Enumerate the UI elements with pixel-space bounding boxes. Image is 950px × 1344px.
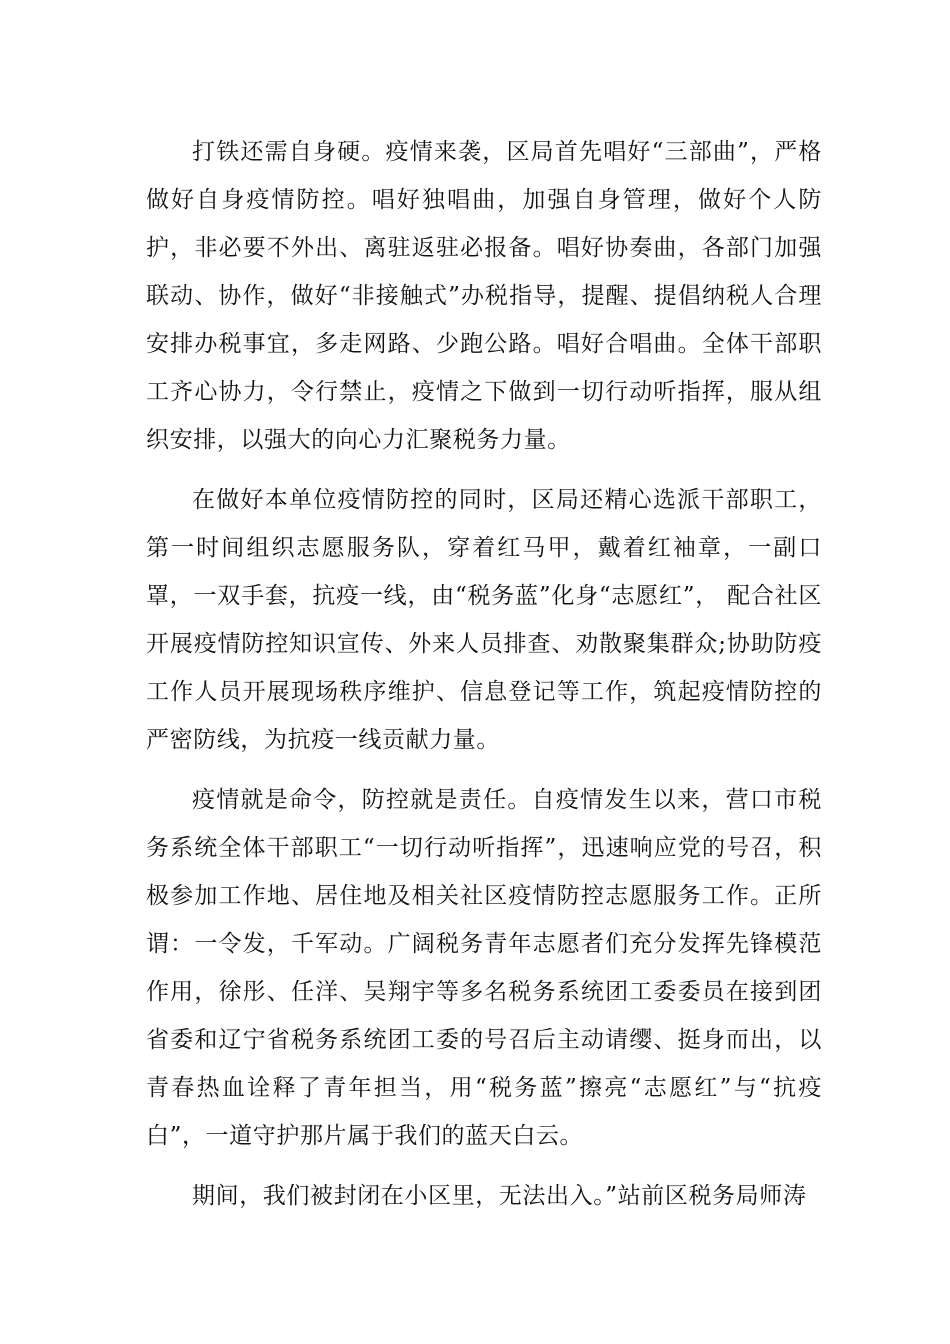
document-body [146, 128, 822, 1232]
paragraph-command-responsibility: 疫情就是命令，防控就是责任。自疫情发生以来，营口市税务系统全体干部职工“一切行动听指挥”，迅速响应党的号召，积极参加工作地、居住地及相关社区疫情防控志愿服务工作。正所谓：一令发，千军动。广阔税务青年志愿者们充分发挥先锋模范作用，徐彤、任洋、吴翔宇等多名税务系统团工委委员在接到团省委和辽宁省税务系统团工委的号召后主动请缨、挺身而出，以青春热血诠释了青年担当，用“税务蓝”擦亮“志愿红”与“抗疫白”，一道守护那片属于我们的蓝天白云。 [146, 787, 822, 1149]
paragraph-self-discipline: 打铁还需自身硬。疫情来袭，区局首先唱好“三部曲”，严格做好自身疫情防控。唱好独唱曲，加强自身管理，做好个人防护，非必要不外出、离驻返驻必报备。唱好协奏曲，各部门加强联动、协作，做好“非接触式”办税指导，提醒、提倡纳税人合理安排办税事宜，多走网路、少跑公路。唱好合唱曲。全体干部职工齐心协力，令行禁止，疫情之下做到一切行动听指挥，服从组织安排，以强大的向心力汇聚税务力量。 [146, 139, 822, 453]
paragraph-volunteer-team: 在做好本单位疫情防控的同时，区局还精心选派干部职工，第一时间组织志愿服务队，穿着红马甲，戴着红袖章，一副口罩，一双手套，抗疫一线，由“税务蓝”化身“志愿红”， 配合社区开展疫情防控知识宣传、外来人员排查、劝散聚集群众;协助防疫工作人员开展现场秩序维护、信息登记等工作，筑起疫情防控的严密防线，为抗疫一线贡献力量。 [146, 487, 822, 753]
paragraph-quote-start: 期间，我们被封闭在小区里，无法出入。”站前区税务局师涛 [192, 1183, 807, 1209]
